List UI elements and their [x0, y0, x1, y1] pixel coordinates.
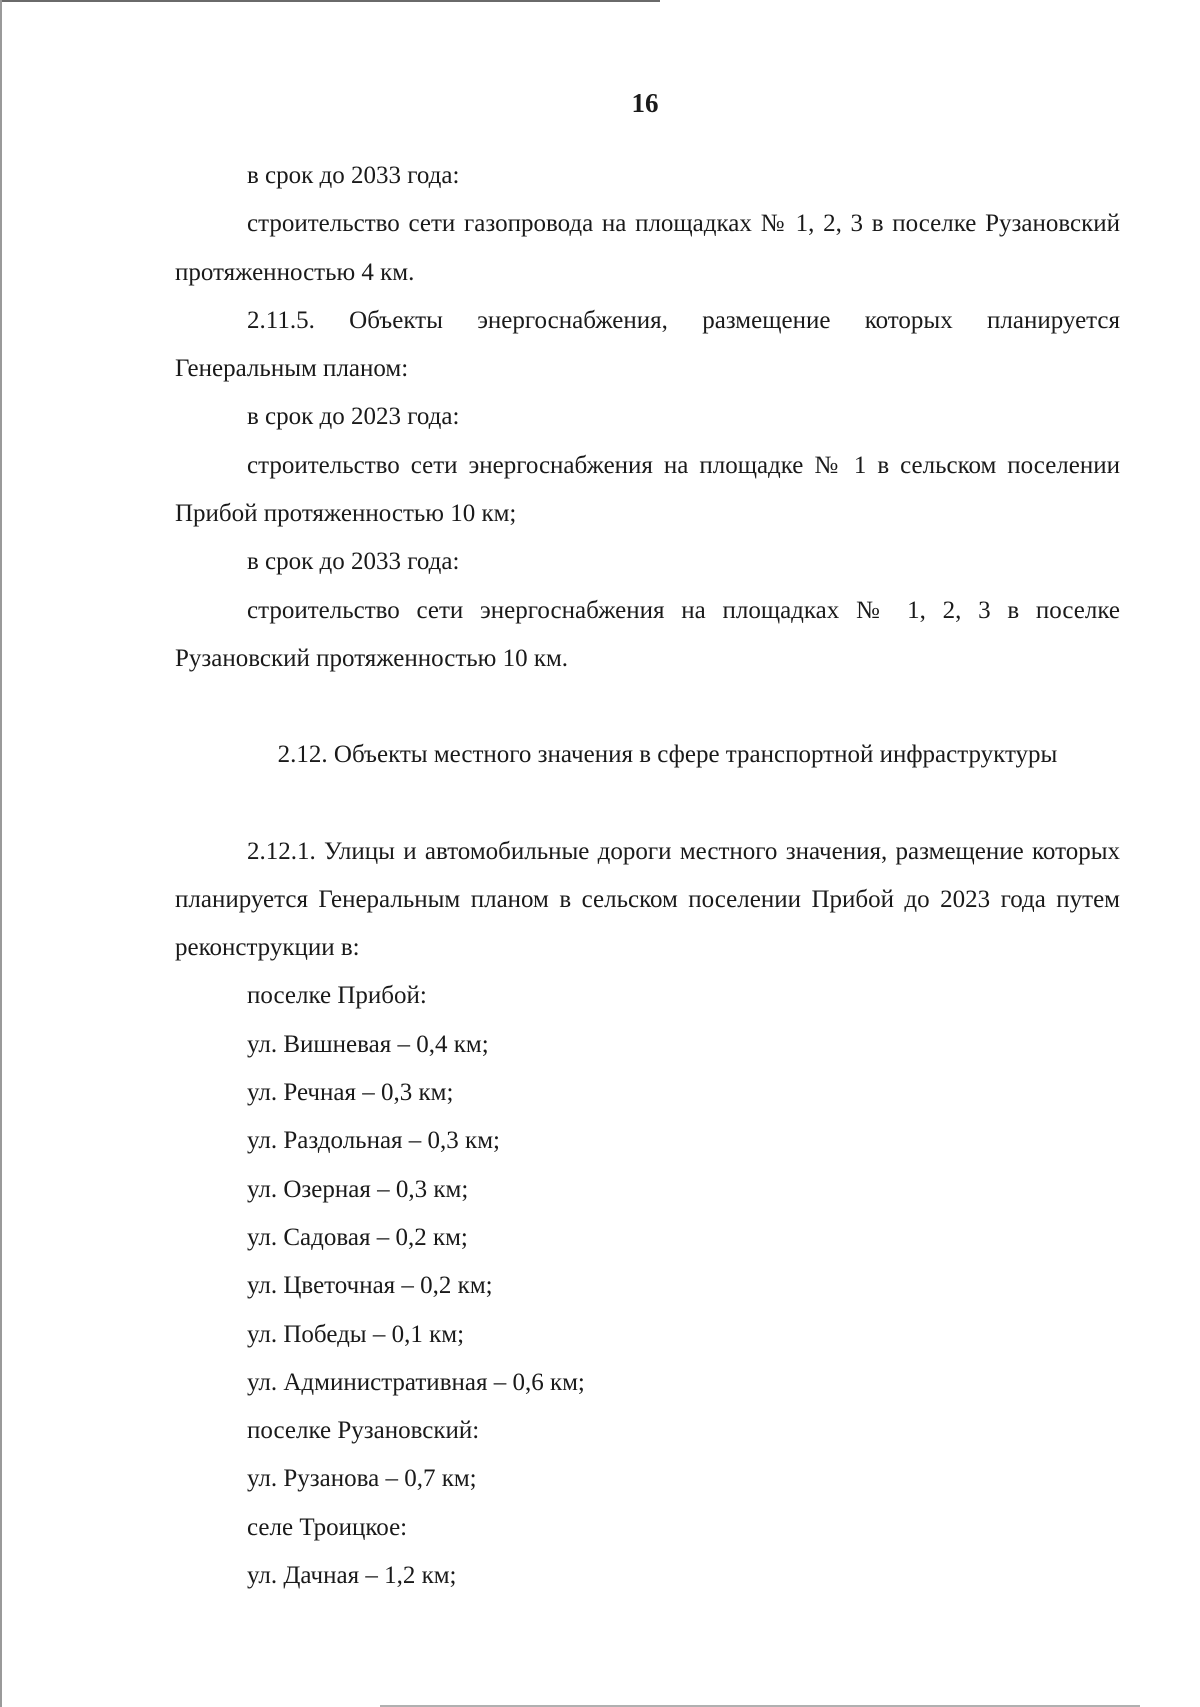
document-body: [175, 152, 1120, 1600]
list-item: ул. Раздольная – 0,3 км;: [247, 1127, 500, 1155]
list-item: поселке Рузановский:: [247, 1417, 480, 1445]
list-item: ул. Административная – 0,6 км;: [247, 1368, 585, 1396]
list-item: ул. Речная – 0,3 км;: [247, 1079, 454, 1107]
list-item: ул. Садовая – 0,2 км;: [247, 1223, 468, 1251]
section-heading: 2.12. Объекты местного значения в сфере транспортной инфраструктуры: [277, 741, 1058, 769]
scan-edge-left: [0, 0, 2, 1707]
paragraph-roads: 2.12.1. Улицы и автомобильные дороги местного значения, размещение которых планируется Генеральным планом в сельском поселении Прибой до 2023 года путем реконструкции в:: [175, 837, 1120, 962]
page-number: 16: [631, 88, 659, 118]
list-item: ул. Победы – 0,1 км;: [247, 1320, 465, 1348]
list-item: ул. Дачная – 1,2 км;: [247, 1562, 457, 1590]
paragraph-energy-objects: 2.11.5. Объекты энергоснабжения, размещение которых планируется Генеральным планом:: [175, 306, 1120, 383]
list-item: ул. Рузанова – 0,7 км;: [247, 1465, 477, 1493]
paragraph-energy-network-priboy: строительство сети энергоснабжения на площадке № 1 в сельском поселении Прибой протяженностью 10 км;: [175, 451, 1120, 528]
paragraph-deadline-2023: в срок до 2023 года:: [247, 403, 460, 431]
list-item: ул. Вишневая – 0,4 км;: [247, 1030, 489, 1058]
list-item: селе Троицкое:: [247, 1513, 408, 1541]
paragraph-energy-network-ruzanovsky: строительство сети энергоснабжения на площадках № 1, 2, 3 в поселке Рузановский протяженностью 10 км.: [175, 596, 1120, 672]
list-item: ул. Цветочная – 0,2 км;: [247, 1272, 493, 1300]
paragraph-gas-pipeline: строительство сети газопровода на площадках № 1, 2, 3 в поселке Рузановский протяженностью 4 км.: [175, 210, 1120, 286]
scan-edge-top: [0, 0, 660, 2]
paragraph-deadline-2033: в срок до 2033 года:: [247, 162, 460, 189]
list-item: ул. Озерная – 0,3 км;: [247, 1175, 469, 1203]
roads-list: [175, 972, 1120, 1600]
paragraph-deadline-2033-b: в срок до 2033 года:: [247, 548, 460, 576]
list-item: поселке Прибой:: [247, 982, 427, 1010]
